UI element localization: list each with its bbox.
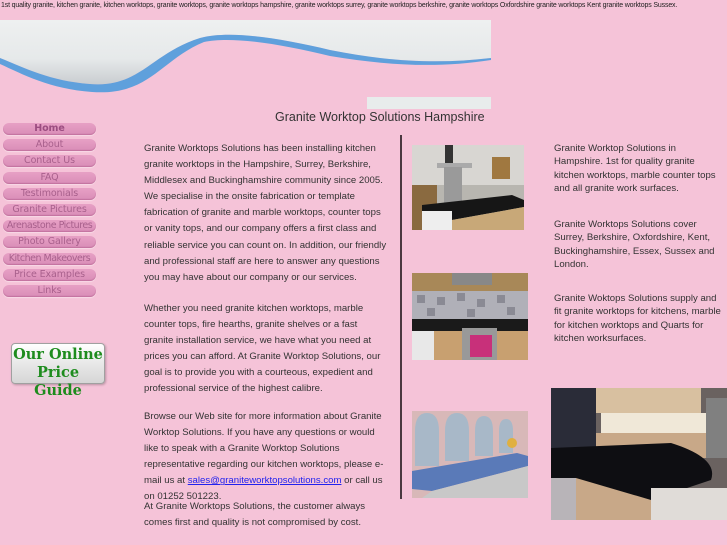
intro-paragraph: Granite Worktops Solutions has been installing kitchen granite worktops in the Hampshire, Surrey, Berkshire, Middlesex and Buckinghamshire community since 2005. We specialise in the onsite fabrication or template fabrication of granite and marble worktops, counter tops or vanity tops, and our company offers a first class and reliable service you can count on. In addition, our friendly and professional staff are here to answer any questions you may have about our company or our services. [144,143,387,283]
granite-island-photo [551,388,727,520]
closing-paragraph: At Granite Worktops Solutions, the customer always comes first and quality is not compromised by cost. [144,501,366,529]
kitchen-photo-1 [412,145,524,230]
column-divider [400,135,402,499]
contact-paragraph [144,409,389,506]
nav-faq[interactable]: FAQ [3,172,96,184]
sidebar-nav [3,123,96,301]
price-guide-line1: Our Online [13,346,103,363]
nav-links[interactable]: Links [3,285,96,297]
nav-photo-gallery[interactable]: Photo Gallery [3,236,96,248]
nav-kitchen-makeovers[interactable]: Kitchen Makeovers [3,253,96,265]
nav-home[interactable]: Home [3,123,96,135]
nav-about[interactable]: About [3,139,96,151]
contact-text-after: or call us on 01252 501223. [144,475,383,503]
services-paragraph: Whether you need granite kitchen worktops, marble counter tops, fire hearths, granite shelves or a fast granite installation service, we have what you need at prices you can afford. At Granite Worktop Solutions, our goal is to provide you with a courteous, expedient and professional service of the highest calibre. [144,303,381,395]
header-search-strip [367,97,491,109]
nav-granite-pictures[interactable]: Granite Pictures [3,204,96,216]
vanity-photo [412,411,528,498]
price-guide-line2: Price Guide [34,364,82,399]
side-text-coverage: Granite Worktops Solutions cover Surrey, Berkshire, Oxfordshire, Kent, Buckinghamshire, Essex, Sussex and London. [554,219,715,271]
side-text-intro: Granite Worktop Solutions in Hampshire. 1st for quality granite kitchen worktops, marble counter tops and all granite work surfaces. [554,143,716,195]
nav-price-examples[interactable]: Price Examples [3,269,96,281]
side-text-supply: Granite Woktops Solutions supply and fit granite worktops for kitchens, marble for kitchen worktops and Quarts for kitchen worksurfaces. [554,293,721,345]
kitchen-photo-2 [412,273,528,360]
page-title: Granite Worktop Solutions Hampshire [275,110,485,124]
nav-arenastone-pictures[interactable]: Arenastone Pictures [3,220,96,232]
nav-contact-us[interactable]: Contact Us [3,155,96,167]
nav-testimonials[interactable]: Testimonials [3,188,96,200]
contact-text-before: Browse our Web site for more information about Granite Worktop Solutions. If you have any questions or would like to speak with a Granite Worktop Solutions representative regarding our kitchen worktops, please e-mail us at [144,411,384,487]
online-price-guide-button[interactable] [11,343,105,399]
email-link[interactable]: sales@graniteworktopsolutions.com [187,475,342,487]
header-wave-banner [0,20,492,100]
seo-keywords-text: 1st quality granite, kitchen granite, kitchen worktops, granite worktops, granite worktops hampshire, granite worktops surrey, granite worktops berkshire, granite worktops Oxfordshire granite worktops Kent granite worktops Sussex. [1,2,678,9]
